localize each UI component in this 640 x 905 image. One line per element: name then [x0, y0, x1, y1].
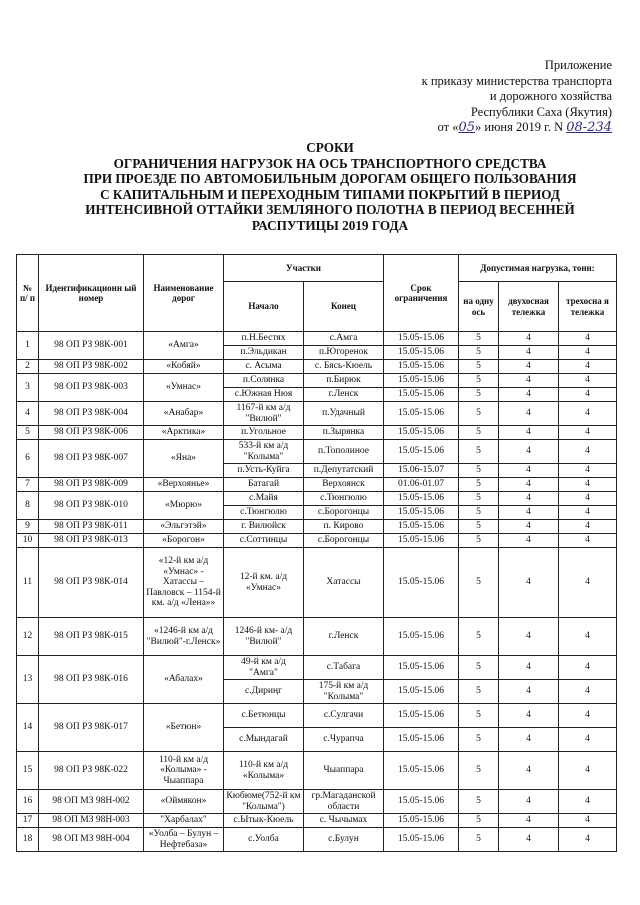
- cell-road-name: «Яна»: [144, 440, 224, 478]
- cell-id: 98 ОП РЗ 98К-007: [39, 440, 144, 478]
- cell-start: с.Ытык-Кюель: [224, 814, 304, 828]
- table-row: [17, 656, 617, 680]
- cell-triple-bogie: 4: [559, 728, 617, 752]
- cell-start: с. Асыма: [224, 360, 304, 374]
- cell-triple-bogie: 4: [559, 360, 617, 374]
- cell-start: п.Н.Бестях: [224, 332, 304, 346]
- cell-road-name: «Борогон»: [144, 534, 224, 548]
- cell-id: 98 ОП МЗ 98Н-004: [39, 828, 144, 852]
- cell-start: с.Бетюнцы: [224, 704, 304, 728]
- table-row: [17, 814, 617, 828]
- cell-end: п.Удачный: [304, 402, 384, 426]
- cell-road-name: 110-й км а/д «Колыма» - Чыаппара: [144, 752, 224, 790]
- cell-end: Верхоянск: [304, 478, 384, 492]
- cell-end: п.Югоренок: [304, 346, 384, 360]
- cell-double-bogie: 4: [499, 728, 559, 752]
- cell-double-bogie: 4: [499, 680, 559, 704]
- table-row: [17, 790, 617, 814]
- header-sections: Участки: [224, 255, 384, 282]
- cell-term: 15.05-15.06: [384, 360, 459, 374]
- cell-start: Батагай: [224, 478, 304, 492]
- cell-end: с.Булун: [304, 828, 384, 852]
- cell-road-name: «Арктика»: [144, 426, 224, 440]
- cell-term: 15.05-15.06: [384, 752, 459, 790]
- cell-single-axle: 5: [459, 618, 499, 656]
- cell-num: 18: [17, 828, 39, 852]
- cell-end: п. Кирово: [304, 520, 384, 534]
- cell-end: п.Зырянка: [304, 426, 384, 440]
- cell-end: с. Бясь-Кюель: [304, 360, 384, 374]
- header-start: Начало: [224, 282, 304, 332]
- annex-block: [422, 58, 612, 136]
- cell-start: п.Усть-Куйга: [224, 464, 304, 478]
- cell-single-axle: 5: [459, 520, 499, 534]
- cell-num: 13: [17, 656, 39, 704]
- cell-term: 15.05-15.06: [384, 618, 459, 656]
- cell-double-bogie: 4: [499, 360, 559, 374]
- table-row: [17, 360, 617, 374]
- cell-single-axle: 5: [459, 346, 499, 360]
- cell-term: 15.05-15.06: [384, 548, 459, 618]
- cell-start: г. Вилюйск: [224, 520, 304, 534]
- cell-road-name: «12-й км а/д «Умнас» - Хатассы – Павловск – 1154-й км. а/д «Лена»»: [144, 548, 224, 618]
- table-row: [17, 492, 617, 506]
- cell-num: 3: [17, 374, 39, 402]
- cell-single-axle: 5: [459, 426, 499, 440]
- cell-single-axle: 5: [459, 704, 499, 728]
- cell-term: 15.05-15.06: [384, 814, 459, 828]
- cell-road-name: «Умнас»: [144, 374, 224, 402]
- cell-start: с.Тюнгюлю: [224, 506, 304, 520]
- cell-road-name: «Амга»: [144, 332, 224, 360]
- cell-double-bogie: 4: [499, 534, 559, 548]
- cell-num: 14: [17, 704, 39, 752]
- cell-triple-bogie: 4: [559, 402, 617, 426]
- cell-triple-bogie: 4: [559, 704, 617, 728]
- cell-term: 15.05-15.06: [384, 680, 459, 704]
- cell-num: 11: [17, 548, 39, 618]
- cell-road-name: «Уолба – Булун – Нефтебаза»: [144, 828, 224, 852]
- cell-id: 98 ОП МЗ 98Н-002: [39, 790, 144, 814]
- cell-end: Хатассы: [304, 548, 384, 618]
- cell-id: 98 ОП МЗ 98Н-003: [39, 814, 144, 828]
- cell-double-bogie: 4: [499, 520, 559, 534]
- cell-end: 175-й км а/д "Колыма": [304, 680, 384, 704]
- cell-single-axle: 5: [459, 534, 499, 548]
- cell-term: 15.05-15.06: [384, 346, 459, 360]
- cell-single-axle: 5: [459, 440, 499, 464]
- cell-end: п.Тополиное: [304, 440, 384, 464]
- cell-double-bogie: 4: [499, 548, 559, 618]
- cell-double-bogie: 4: [499, 618, 559, 656]
- cell-triple-bogie: 4: [559, 346, 617, 360]
- cell-end: с. Чычымах: [304, 814, 384, 828]
- header-term: Срок ограничения: [384, 255, 459, 332]
- cell-term: 15.05-15.06: [384, 332, 459, 346]
- cell-num: 4: [17, 402, 39, 426]
- cell-id: 98 ОП РЗ 98К-014: [39, 548, 144, 618]
- table-row: [17, 534, 617, 548]
- annex-line-3: и дорожного хозяйства: [489, 89, 612, 103]
- cell-single-axle: 5: [459, 332, 499, 346]
- cell-double-bogie: 4: [499, 506, 559, 520]
- cell-start: с.Соттинцы: [224, 534, 304, 548]
- cell-start: с.Дириңг: [224, 680, 304, 704]
- cell-id: 98 ОП РЗ 98К-006: [39, 426, 144, 440]
- cell-num: 6: [17, 440, 39, 478]
- cell-road-name: «Бетюн»: [144, 704, 224, 752]
- cell-road-name: "Харбалах": [144, 814, 224, 828]
- cell-double-bogie: 4: [499, 492, 559, 506]
- cell-triple-bogie: 4: [559, 520, 617, 534]
- cell-id: 98 ОП РЗ 98К-016: [39, 656, 144, 704]
- cell-id: 98 ОП РЗ 98К-004: [39, 402, 144, 426]
- cell-term: 15.05-15.06: [384, 790, 459, 814]
- cell-term: 15.05-15.06: [384, 704, 459, 728]
- cell-single-axle: 5: [459, 728, 499, 752]
- table-row: [17, 618, 617, 656]
- cell-term: 15.05-15.06: [384, 402, 459, 426]
- cell-double-bogie: 4: [499, 478, 559, 492]
- title-line-6: РАСПУТИЦЫ 2019 ГОДА: [251, 217, 409, 233]
- cell-start: 1246-й км- а/д "Вилюй": [224, 618, 304, 656]
- header-load: Допустимая нагрузка, тонн:: [459, 255, 617, 282]
- table-row: [17, 478, 617, 492]
- cell-double-bogie: 4: [499, 426, 559, 440]
- restrictions-table: [16, 254, 617, 852]
- cell-start: с.Южная Нюя: [224, 388, 304, 402]
- cell-triple-bogie: 4: [559, 332, 617, 346]
- document-title: [70, 140, 590, 233]
- title-line-3: ПРИ ПРОЕЗДЕ ПО АВТОМОБИЛЬНЫМ ДОРОГАМ ОБЩЕГО ПОЛЬЗОВАНИЯ: [83, 171, 577, 186]
- order-day: 05: [458, 120, 476, 135]
- cell-single-axle: 5: [459, 828, 499, 852]
- cell-num: 2: [17, 360, 39, 374]
- cell-id: 98 ОП РЗ 98К-010: [39, 492, 144, 520]
- cell-term: 15.05-15.06: [384, 426, 459, 440]
- cell-double-bogie: 4: [499, 704, 559, 728]
- cell-single-axle: 5: [459, 360, 499, 374]
- cell-single-axle: 5: [459, 492, 499, 506]
- cell-double-bogie: 4: [499, 388, 559, 402]
- cell-double-bogie: 4: [499, 374, 559, 388]
- table-row: [17, 402, 617, 426]
- cell-triple-bogie: 4: [559, 680, 617, 704]
- header-triple-bogie: трехосна я тележка: [559, 282, 617, 332]
- cell-single-axle: 5: [459, 374, 499, 388]
- cell-road-name: «Верхоянье»: [144, 478, 224, 492]
- cell-single-axle: 5: [459, 464, 499, 478]
- cell-num: 7: [17, 478, 39, 492]
- cell-triple-bogie: 4: [559, 440, 617, 464]
- cell-single-axle: 5: [459, 680, 499, 704]
- cell-id: 98 ОП РЗ 98К-017: [39, 704, 144, 752]
- cell-id: 98 ОП РЗ 98К-009: [39, 478, 144, 492]
- table-row: [17, 332, 617, 346]
- cell-road-name: «Абалах»: [144, 656, 224, 704]
- cell-end: п.Депутатский: [304, 464, 384, 478]
- cell-single-axle: 5: [459, 388, 499, 402]
- cell-road-name: «1246-й км а/д "Вилюй"-г.Ленск»: [144, 618, 224, 656]
- cell-end: с.Борогонцы: [304, 506, 384, 520]
- cell-term: 01.06-01.07: [384, 478, 459, 492]
- cell-term: 15.05-15.06: [384, 388, 459, 402]
- cell-single-axle: 5: [459, 656, 499, 680]
- title-line-4: С КАПИТАЛЬНЫМ И ПЕРЕХОДНЫМ ТИПАМИ ПОКРЫТИЙ В ПЕРИОД: [100, 186, 560, 202]
- cell-triple-bogie: 4: [559, 828, 617, 852]
- order-number: 08-234: [566, 120, 612, 135]
- cell-road-name: «Эльгэтэй»: [144, 520, 224, 534]
- cell-double-bogie: 4: [499, 656, 559, 680]
- cell-term: 15.05-15.06: [384, 506, 459, 520]
- title-line-5: ИНТЕНСИВНОЙ ОТТАЙКИ ЗЕМЛЯНОГО ПОЛОТНА В ПЕРИОД ВЕСЕННЕЙ: [85, 202, 575, 217]
- cell-triple-bogie: 4: [559, 478, 617, 492]
- cell-start: с.Уолба: [224, 828, 304, 852]
- header-road-name: Наименование дорог: [144, 255, 224, 332]
- cell-triple-bogie: 4: [559, 492, 617, 506]
- table-row: [17, 426, 617, 440]
- header-double-bogie: двухосная тележка: [499, 282, 559, 332]
- table-row: [17, 440, 617, 464]
- annex-line-4: Республики Саха (Якутия): [470, 104, 612, 119]
- cell-double-bogie: 4: [499, 752, 559, 790]
- title-line-1: СРОКИ: [306, 140, 354, 155]
- cell-road-name: «Оймякон»: [144, 790, 224, 814]
- cell-end: с.Амга: [304, 332, 384, 346]
- annex-line-1: Приложение: [544, 58, 612, 72]
- table-body: [17, 332, 617, 852]
- header-end: Конец: [304, 282, 384, 332]
- cell-num: 10: [17, 534, 39, 548]
- header-num: № п/ п: [17, 255, 39, 332]
- cell-triple-bogie: 4: [559, 814, 617, 828]
- table-row: [17, 828, 617, 852]
- title-line-2: ОГРАНИЧЕНИЯ НАГРУЗОК НА ОСЬ ТРАНСПОРТНОГО СРЕДСТВА: [113, 155, 547, 171]
- cell-id: 98 ОП РЗ 98К-022: [39, 752, 144, 790]
- cell-start: 533-й км а/д "Колыма": [224, 440, 304, 464]
- cell-triple-bogie: 4: [559, 464, 617, 478]
- cell-end: с.Сулгачи: [304, 704, 384, 728]
- header-id: Идентификационн ый номер: [39, 255, 144, 332]
- cell-end: г.Ленск: [304, 618, 384, 656]
- cell-single-axle: 5: [459, 790, 499, 814]
- cell-term: 15.05-15.06: [384, 828, 459, 852]
- cell-double-bogie: 4: [499, 828, 559, 852]
- cell-num: 5: [17, 426, 39, 440]
- date-middle: » июня 2019 г. N: [475, 120, 564, 134]
- table-row: [17, 520, 617, 534]
- cell-start: Кюбюме(752-й км "Колыма"): [224, 790, 304, 814]
- cell-single-axle: 5: [459, 506, 499, 520]
- cell-start: 12-й км. а/д «Умнас»: [224, 548, 304, 618]
- cell-double-bogie: 4: [499, 440, 559, 464]
- cell-end: с.Борогонцы: [304, 534, 384, 548]
- date-prefix: от «: [437, 120, 459, 134]
- cell-double-bogie: 4: [499, 332, 559, 346]
- cell-single-axle: 5: [459, 814, 499, 828]
- cell-term: 15.05-15.06: [384, 656, 459, 680]
- cell-end: с.Табага: [304, 656, 384, 680]
- cell-num: 12: [17, 618, 39, 656]
- cell-road-name: «Анабар»: [144, 402, 224, 426]
- cell-triple-bogie: 4: [559, 656, 617, 680]
- cell-num: 15: [17, 752, 39, 790]
- cell-id: 98 ОП РЗ 98К-001: [39, 332, 144, 360]
- cell-start: 1167-й км а/д "Вилюй": [224, 402, 304, 426]
- cell-end: г.Ленск: [304, 388, 384, 402]
- cell-start: п.Угольное: [224, 426, 304, 440]
- table-row: [17, 704, 617, 728]
- cell-single-axle: 5: [459, 478, 499, 492]
- cell-num: 16: [17, 790, 39, 814]
- cell-term: 15.05-15.06: [384, 520, 459, 534]
- table-row: [17, 548, 617, 618]
- cell-num: 9: [17, 520, 39, 534]
- cell-term: 15.05-15.06: [384, 728, 459, 752]
- cell-triple-bogie: 4: [559, 534, 617, 548]
- cell-id: 98 ОП РЗ 98К-003: [39, 374, 144, 402]
- cell-id: 98 ОП РЗ 98К-013: [39, 534, 144, 548]
- table-header: [17, 255, 617, 332]
- cell-start: с.Мындагай: [224, 728, 304, 752]
- cell-term: 15.06-15.07: [384, 464, 459, 478]
- cell-id: 98 ОП РЗ 98К-011: [39, 520, 144, 534]
- cell-triple-bogie: 4: [559, 374, 617, 388]
- cell-end: гр.Магаданской области: [304, 790, 384, 814]
- cell-start: с.Майя: [224, 492, 304, 506]
- cell-start: 110-й км а/д «Колыма»: [224, 752, 304, 790]
- cell-num: 1: [17, 332, 39, 360]
- cell-triple-bogie: 4: [559, 548, 617, 618]
- cell-triple-bogie: 4: [559, 388, 617, 402]
- cell-start: п.Эльдикан: [224, 346, 304, 360]
- cell-start: п.Солянка: [224, 374, 304, 388]
- cell-end: п.Бирюк: [304, 374, 384, 388]
- cell-road-name: «Кобяй»: [144, 360, 224, 374]
- table-row: [17, 374, 617, 388]
- cell-start: 49-й км а/д "Амга": [224, 656, 304, 680]
- cell-end: с.Тюнгюлю: [304, 492, 384, 506]
- table-row: [17, 752, 617, 790]
- cell-double-bogie: 4: [499, 464, 559, 478]
- cell-triple-bogie: 4: [559, 618, 617, 656]
- cell-double-bogie: 4: [499, 346, 559, 360]
- cell-single-axle: 5: [459, 548, 499, 618]
- cell-term: 15.05-15.06: [384, 440, 459, 464]
- cell-num: 17: [17, 814, 39, 828]
- cell-id: 98 ОП РЗ 98К-002: [39, 360, 144, 374]
- cell-triple-bogie: 4: [559, 752, 617, 790]
- cell-triple-bogie: 4: [559, 790, 617, 814]
- cell-double-bogie: 4: [499, 814, 559, 828]
- cell-double-bogie: 4: [499, 790, 559, 814]
- cell-triple-bogie: 4: [559, 426, 617, 440]
- cell-term: 15.05-15.06: [384, 492, 459, 506]
- annex-date-line: [422, 120, 612, 136]
- cell-term: 15.05-15.06: [384, 374, 459, 388]
- cell-triple-bogie: 4: [559, 506, 617, 520]
- cell-single-axle: 5: [459, 752, 499, 790]
- cell-term: 15.05-15.06: [384, 534, 459, 548]
- cell-single-axle: 5: [459, 402, 499, 426]
- cell-end: с.Чурапча: [304, 728, 384, 752]
- cell-num: 8: [17, 492, 39, 520]
- cell-id: 98 ОП РЗ 98К-015: [39, 618, 144, 656]
- annex-line-2: к приказу министерства транспорта: [421, 73, 612, 88]
- cell-double-bogie: 4: [499, 402, 559, 426]
- cell-end: Чыаппара: [304, 752, 384, 790]
- cell-road-name: «Мюрю»: [144, 492, 224, 520]
- header-single-axle: на одну ось: [459, 282, 499, 332]
